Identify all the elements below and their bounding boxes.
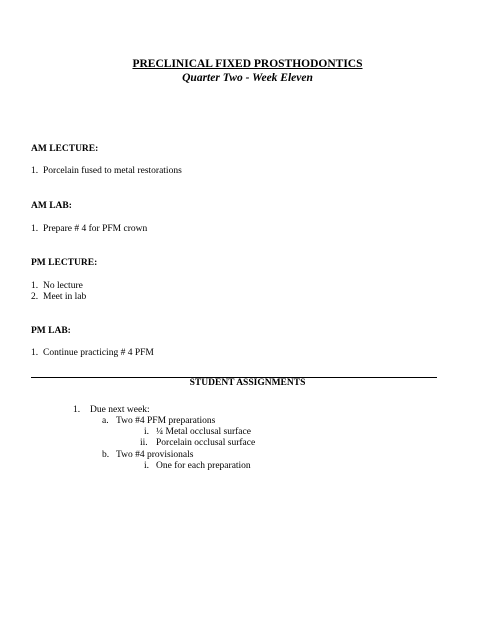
list-number: 2. (31, 292, 39, 302)
list-text: Porcelain fused to metal restorations (43, 166, 182, 176)
list-number: 1. (31, 166, 39, 176)
list-roman: i. (144, 461, 150, 471)
list-text: Continue practicing # 4 PFM (43, 348, 154, 358)
list-text: No lecture (43, 281, 83, 291)
list-letter: b. (102, 450, 110, 460)
list-letter: a. (102, 416, 109, 426)
pm-lecture-heading: PM LECTURE: (31, 258, 98, 268)
list-number: 1. (31, 224, 39, 234)
list-text: Porcelain occlusal surface (156, 438, 256, 448)
list-roman: i. (144, 427, 150, 437)
list-text: Meet in lab (43, 292, 87, 302)
am-lecture-heading: AM LECTURE: (31, 144, 99, 154)
list-text: ¼ Metal occlusal surface (156, 427, 251, 437)
list-text: One for each preparation (156, 461, 251, 471)
am-lab-heading: AM LAB: (31, 201, 72, 211)
list-text: Prepare # 4 for PFM crown (43, 224, 148, 234)
list-roman: ii. (140, 438, 148, 448)
pm-lab-heading: PM LAB: (31, 326, 71, 336)
list-number: 1. (73, 405, 81, 415)
page-subtitle: Quarter Two - Week Eleven (182, 72, 313, 84)
list-text: Two #4 PFM preparations (116, 416, 216, 426)
assignments-heading: STUDENT ASSIGNMENTS (189, 378, 306, 388)
list-number: 1. (31, 348, 39, 358)
list-number: 1. (31, 281, 39, 291)
list-text: Two #4 provisionals (116, 450, 194, 460)
page-title: PRECLINICAL FIXED PROSTHODONTICS (132, 58, 363, 70)
list-text: Due next week: (90, 405, 150, 415)
